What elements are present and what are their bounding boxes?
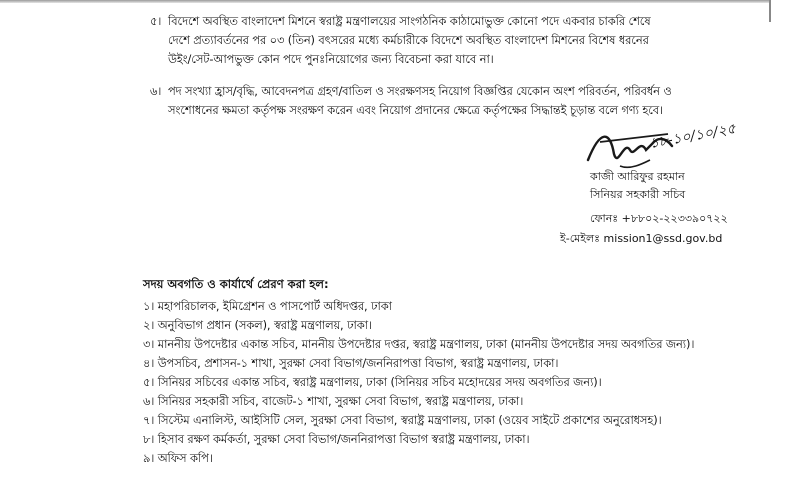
cc-item: ৮। হিসাব রক্ষণ কর্মকর্তা, সুরক্ষা সেবা বিভাগ/জননিরাপত্তা বিভাগ স্বরাষ্ট্র মন্ত্রণালয়, ঢাকা। bbox=[143, 432, 530, 446]
cc-item: ৫। সিনিয়র সচিবের একান্ত সচিব, স্বরাষ্ট্র মন্ত্রণালয়, ঢাকা (সিনিয়র সচিব মহোদয়ের সদয় অবগতির জন্য)। bbox=[143, 375, 602, 389]
scan-top-edge bbox=[0, 0, 770, 3]
cc-item: ৪। উপসচিব, প্রশাসন-১ শাখা, সুরক্ষা সেবা বিভাগ/জননিরাপত্তা বিভাগ, স্বরাষ্ট্র মন্ত্রণালয়, ঢাকা। bbox=[143, 356, 559, 370]
cc-item: ৬। সিনিয়র সহকারী সচিব, বাজেট-১ শাখা, সুরক্ষা সেবা বিভাগ, স্বরাষ্ট্র মন্ত্রণালয়, ঢাকা। bbox=[143, 394, 524, 408]
handwritten-date: ১৮-১০/১০/২৫ bbox=[648, 121, 737, 152]
signatory-designation: সিনিয়র সহকারী সচিব bbox=[590, 188, 686, 201]
cc-item: ৯। অফিস কপি। bbox=[143, 451, 213, 465]
clause-line: দেশে প্রত্যাবর্তনের পর ০৩ (তিন) বৎসরের মধ্যে কর্মচারীকে বিদেশে অবস্থিত বাংলাদেশ মিশনের বিশেষ ধরনের bbox=[168, 33, 649, 47]
signatory-email: ই-মেইলঃ mission1@ssd.gov.bd bbox=[560, 232, 723, 245]
signature-block bbox=[560, 120, 790, 250]
clause-line: বিদেশে অবস্থিত বাংলাদেশ মিশনে স্বরাষ্ট্র মন্ত্রণালয়ের সাংগঠনিক কাঠামোভুক্ত কোনো পদে একবার চাকরি শেষে bbox=[168, 14, 651, 28]
cc-item: ১। মহাপরিচালক, ইমিগ্রেশন ও পাসপোর্ট অধিদপ্তর, ঢাকা bbox=[143, 299, 392, 313]
cc-title: সদয় অবগতি ও কার্যার্থে প্রেরণ করা হল: bbox=[143, 277, 329, 291]
signatory-phone: ফোনঃ +৮৮০২-২২৩৩৯০৭২২ bbox=[590, 212, 728, 225]
clause-line: সংশোধনের ক্ষমতা কর্তৃপক্ষ সংরক্ষণ করেন এবং নিয়োগ প্রদানের ক্ষেত্রে কর্তৃপক্ষের সিদ্ধান্তই চূড়ান্ত বলে গণ্য হবে। bbox=[168, 103, 664, 117]
clause-number: ৫। bbox=[150, 14, 162, 28]
clause-line: পদ সংখ্যা হ্রাস/বৃদ্ধি, আবেদনপত্র গ্রহণ/বাতিল ও সংরক্ষণসহ নিয়োগ বিজ্ঞপ্তির যেকোন অংশ পরিবর্তন, পরিবর্ধন ও bbox=[168, 84, 672, 98]
cc-item: ৩। মাননীয় উপদেষ্টার একান্ত সচিব, মাননীয় উপদেষ্টার দপ্তর, স্বরাষ্ট্র মন্ত্রণালয়, ঢাকা (মাননীয় উপদেষ্টার সদয় অবগতির জন্য)। bbox=[143, 337, 695, 351]
clause-number: ৬। bbox=[150, 84, 162, 98]
clause-5 bbox=[150, 12, 710, 72]
scan-right-edge bbox=[769, 0, 771, 22]
clause-6 bbox=[150, 82, 710, 122]
clause-line: উইং/সেট-আপভুক্ত কোন পদে পুনঃনিয়োগের জন্য বিবেচনা করা যাবে না। bbox=[168, 52, 494, 66]
signatory-name: কাজী আরিফুর রহমান bbox=[590, 170, 685, 183]
cc-item: ৭। সিস্টেম এনালিস্ট, আইসিটি সেল, সুরক্ষা সেবা বিভাগ, স্বরাষ্ট্র মন্ত্রণালয়, ঢাকা (ওয়েব সাইটে প্রকাশের অনুরোধসহ)। bbox=[143, 413, 662, 427]
cc-item: ২। অনুবিভাগ প্রধান (সকল), স্বরাষ্ট্র মন্ত্রণালয়, ঢাকা। bbox=[143, 318, 372, 332]
